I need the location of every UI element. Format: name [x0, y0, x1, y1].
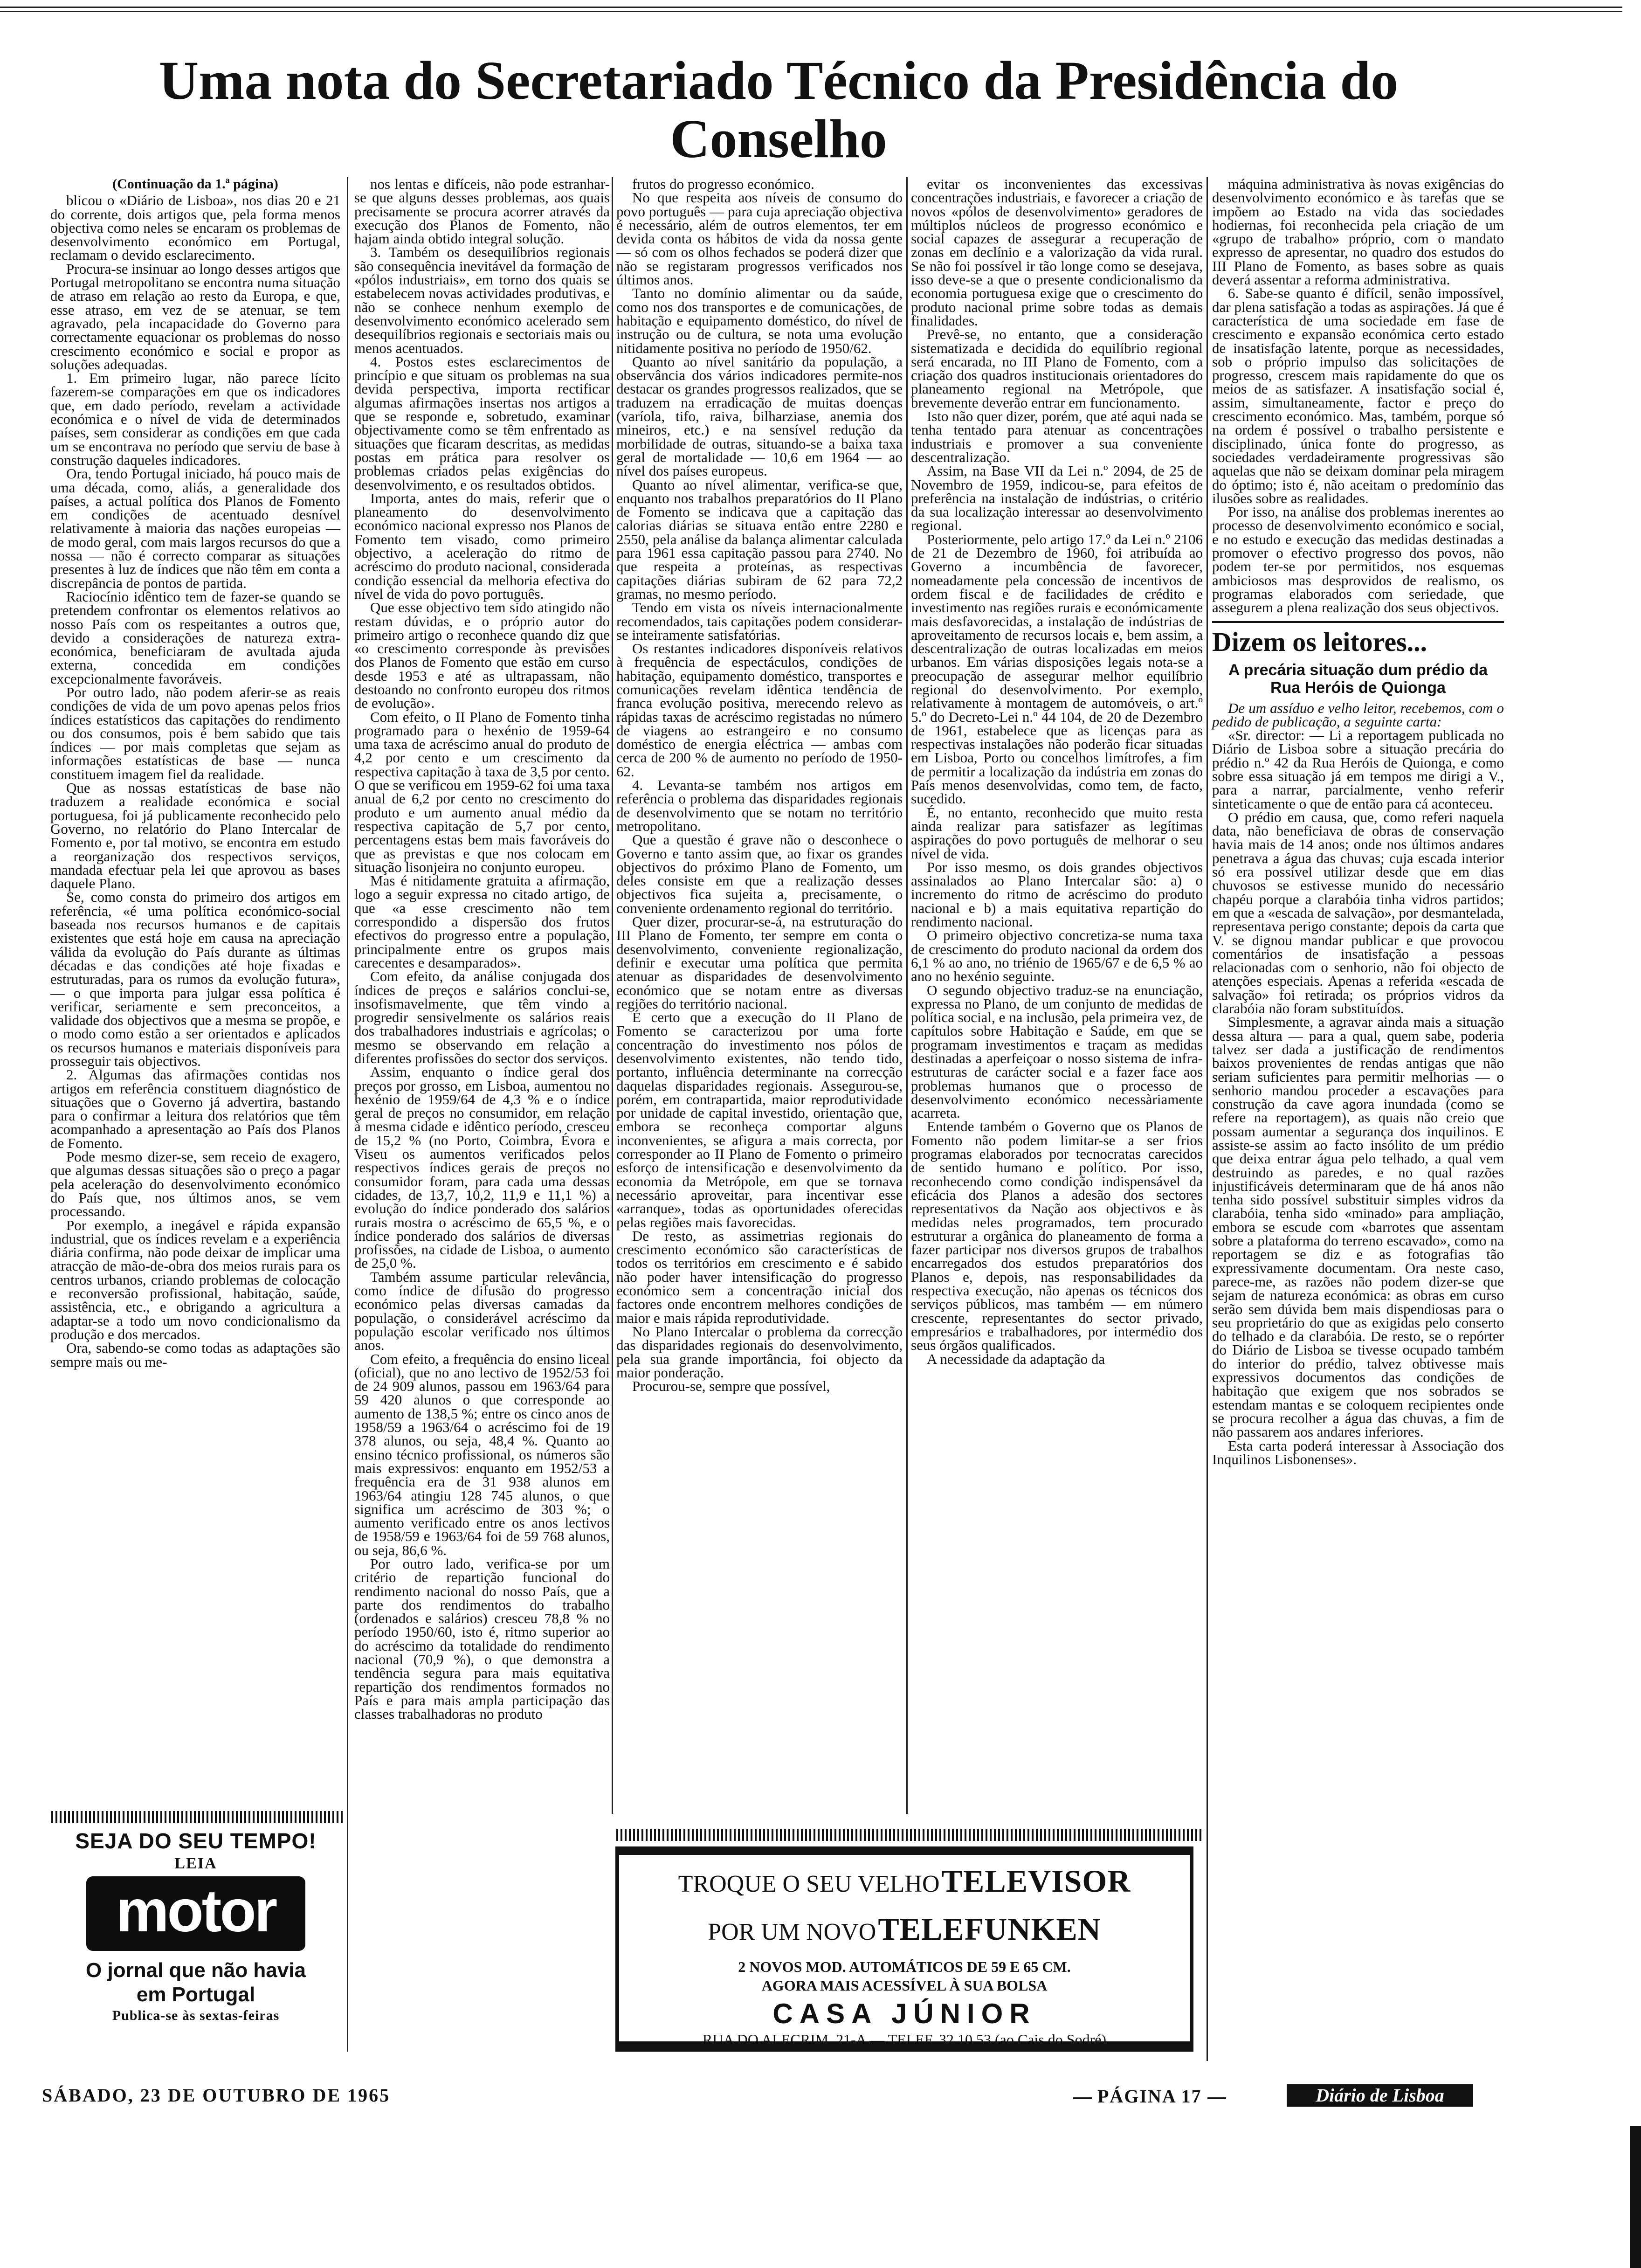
paragraph: Procura-se insinuar ao longo desses artigos que Portugal metropolitano se encontra numa situação de atraso em relação ao resto da Europa, e que, esse atraso, em vez de se atenuar, se tem agravado, pela incapacidade do Governo para correctamente equacionar os problemas do nosso crescimento económico e social e propor as soluções adequadas.	[50, 260, 340, 373]
paragraph: 1. Em primeiro lugar, não parece lícito fazerem-se comparações em que os indicadores que, em dado período, revelam a actividade económica e o nível de vida de determinados países, sem considerar as condições em que cada um se encontrava no período que serviu de base à construção daqueles indicadores.	[50, 370, 340, 468]
paragraph: frutos do progresso económico.	[632, 176, 814, 192]
ad-brand-text: TELEFUNKEN	[878, 1911, 1101, 1947]
paragraph: Ora, tendo Portugal iniciado, há pouco mais de uma década, como, aliás, a generalidade dos países, a actual política dos Planos de Fomento em condições de acentuado desnível relativamente à maioria das nações europeias — de modo geral, com mais largos recursos do que a nossa — não é correcto comparar as situações presentes à luz de índices que não têm em conta a discrepância de pontos de partida.	[50, 465, 340, 591]
ad-tagline: O jornal que não havia	[86, 1959, 306, 1982]
column-paragraphs	[616, 177, 903, 1393]
letter-intro: De um assíduo e velho leitor, recebemos, com o pedido de publicação, a seguinte carta:	[1212, 699, 1504, 730]
paragraph: Ora, sabendo-se como todas as adaptações são sempre mais ou me-	[50, 1340, 340, 1370]
ad-separator-rule	[616, 1829, 1201, 1841]
paragraph: blicou o «Diário de Lisboa», nos dias 20 e 21 do corrente, dois artigos que, pela forma menos objectiva como neles se encaram os problemas de desenvolvimento económico em Portugal, reclamam o devido esclarecimento.	[50, 192, 340, 263]
letter-paragraphs	[1212, 728, 1504, 1466]
column-divider	[1207, 177, 1208, 2061]
motor-advertisement	[47, 1828, 345, 2025]
paragraph: Entende também o Governo que os Planos de Fomento não podem limitar-se a ser frios programas elaborados por tecnocratas carecidos de sentido humano e político. Por isso, reconhecendo como condição indispensável da eficácia dos Planos a adesão dos sectores representativos da Nação aos objectivos e às medidas neles programados, tem procurado estruturar a orgânica do planeamento de forma a fazer participar nos diversos grupos de trabalhos encarregados dos estudos preparatórios dos Planos e, depois, nas responsabilidades da respectiva execução, não apenas os técnicos dos serviços públicos, mas também — em número crescente, representantes do sector privado, empresários e trabalhadores, por intermédio dos seus órgãos qualificados.	[911, 1118, 1203, 1354]
paragraph: 4. Levanta-se também nos artigos em referência o problema das disparidades regionais de desenvolvimento que se notam no território metropolitano.	[616, 777, 903, 834]
ad-price: AGORA MAIS ACESSÍVEL À SUA BOLSA	[761, 1977, 1048, 1994]
letters-title-text: Dizem os leitores...	[1212, 626, 1427, 657]
paragraph: Por isso, na análise dos problemas inerentes ao processo de desenvolvimento económico e social, e no estudo e execução das medidas destinadas a promover o efectivo progresso dos povos, não podem ter-se por permitidos, nos esquemas ambiciosos mas desprovidos de realismo, os programas elaborados com seriedade, que assegurem a plena realização dos seus objectivos.	[1212, 504, 1504, 616]
column-divider	[612, 177, 613, 1814]
paragraph: Por outro lado, não podem aferir-se as reais condições de vida de um povo apenas pelos frios índices estatísticos das capitações do rendimento ou dos consumos, pois é bem sabido que tais índices — por mais completas que sejam as informações estatísticas de base — nunca constituem imagem fiel da realidade.	[50, 684, 340, 782]
paragraph: Quanto ao nível sanitário da população, a observância dos vários indicadores permite-nos destacar os grandes progressos realizados, que se traduzem na erradicação de muitas doenças (varíola, tifo, raiva, bilharziase, anemia dos mineiros, etc.) e na sensível redução da morbilidade de outras, situando-se a baixa taxa geral de mortalidade — 10,6 em 1964 — ao nível dos países europeus.	[616, 353, 903, 479]
paragraph: máquina administrativa às novas exigências do desenvolvimento económico e às tarefas que se impõem ao Estado na vida das sociedades hodiernas, foi reconhecida pela criação de um «grupo de trabalho» próprio, com o mandato expresso de apresentar, no quadro dos estudos do III Plano de Fomento, as bases sobre as quais deverá assentar a reforma administrativa.	[1212, 176, 1504, 288]
paragraph: «Sr. director: — Li a reportagem publicada no Diário de Lisboa sobre a situação precária do prédio n.º 42 da Rua Heróis de Quionga, e como sobre essa situação já em tempos me dirigi a V., para a narrar, parcialmente, venho referir sinteticamente o que de então para cá aconteceu.	[1212, 727, 1504, 812]
newspaper-logo: Diário de Lisboa	[1287, 2084, 1473, 2107]
paragraph: evitar os inconvenientes das excessivas concentrações industriais, e favorecer a criação de novos «pólos de desenvolvimento» geradores de múltiplos núcleos de progresso económico e social capazes de assegurar a recuperação de zonas em declínio e a valorização da vida rural. Se não foi possível ir tão longe como se desejava, isso deve-se a que o presente condicionalismo da economia portuguesa exige que o crescimento do produto nacional prime sobre todas as demais finalidades.	[911, 176, 1203, 329]
ad-tagline: em Portugal	[136, 1983, 255, 2006]
paragraph: Tendo em vista os níveis internacionalmente recomendados, tais capitações podem considerar-se inteiramente satisfatórias.	[616, 599, 903, 643]
page-headline	[47, 51, 1510, 173]
paragraph: 4. Postos estes esclarecimentos de princípio e que situam os problemas na sua devida perspectiva, importa rectificar algumas afirmações insertas nos artigos a que se responde e, sobretudo, examinar objectivamente como se têm enfrentado as situações que ficaram descritas, as medidas postas em prática para resolver os problemas criados pelas exigências do desenvolvimento, e os resultados obtidos.	[354, 353, 610, 493]
ad-store-name: CASA JÚNIOR	[772, 1998, 1036, 2029]
article-column-2	[354, 177, 610, 1721]
ad-headline-line-1	[619, 1861, 1190, 1909]
paragraph: Posteriormente, pelo artigo 17.º da Lei n.º 2106 de 21 de Dezembro de 1960, foi atribuída ao Governo a incumbência de favorecer, nomeadamente pela concessão de incentivos de ordem fiscal e de facilidades de crédito e investimento nas regiões rurais e económicamente mais desfavorecidas, a instalação de indústrias de aproveitamento de recursos locais e, bem assim, a descentralização de outras localizadas em meios urbanos. Em várias disposições legais nota-se a preocupação de assegurar melhor equilíbrio regional do desenvolvimento. Por exemplo, relativamente à montagem de automóveis, o art.º 5.º do Decreto-Lei n.º 44 104, de 20 de Dezembro de 1961, estabelece que as licenças para as respectivas instalações não poderão ficar situadas em Lisboa, Porto ou concelhos limítrofes, a fim de permitir a localização da indústria em zonas do País menos desenvolvidas, como tem, de facto, sucedido.	[911, 531, 1203, 807]
ad-address: RUA DO ALECRIM, 21-A — TELEF. 32 10 53 (ao Cais do Sodré)	[702, 2031, 1107, 2048]
paragraph: Que esse objectivo tem sido atingido não restam dúvidas, e o próprio autor do primeiro artigo o reconhece quando diz que «o crescimento corresponde às previsões dos Planos de Fomento que estão em curso desde 1953 e até as ultrapassam, não destoando no confronto europeu dos ritmos de evolução».	[354, 599, 610, 712]
article-column-4	[911, 177, 1203, 1366]
paragraph: Tanto no domínio alimentar ou da saúde, como nos dos transportes e de comunicações, de habitação e equipamento doméstico, do nível de instrução ou de cultura, se nota uma evolução nitidamente positiva no período de 1950/62.	[616, 285, 903, 356]
paragraph: No que respeita aos níveis de consumo do povo português — para cuja apreciação objectiva é necessário, além de outros elementos, ter em devida conta os hábitos de vida da nossa gente — só com os olhos fechados se poderá dizer que não se registaram progressos verificados nos últimos anos.	[616, 189, 903, 288]
paragraph: Assim, na Base VII da Lei n.º 2094, de 25 de Novembro de 1959, indicou-se, para efeitos de preferência na instalação de indústrias, o critério da sua localização interessar ao desenvolvimento regional.	[911, 463, 1203, 534]
page-number-text: PÁGINA 17	[1097, 2086, 1202, 2107]
paragraph: 2. Algumas das afirmações contidas nos artigos em referência constituem diagnóstico de situações que o Governo já advertira, bastando para o confirmar a leitura dos relatórios que têm acompanhado a apresentação ao País dos Planos de Fomento.	[50, 1066, 340, 1151]
paragraph: Importa, antes do mais, referir que o planeamento do desenvolvimento económico nacional expresso nos Planos de Fomento tem visado, como primeiro objectivo, a aceleração do ritmo de acréscimo do produto nacional, considerada condição essencial da melhoria efectiva do nível de vida do povo português.	[354, 490, 610, 602]
paragraph: Com efeito, a frequência do ensino liceal (oficial), que no ano lectivo de 1952/53 foi de 24 909 alunos, passou em 1963/64 para 59 420 alunos o que corresponde ao aumento de 138,5 %; entre os cinco anos de 1958/59 a 1963/64 o acréscimo foi de 19 378 alunos, ou seja, 48,4 %. Quanto ao ensino técnico profissional, os números são mais expressivos: enquanto em 1952/53 a frequência era de 31 938 alunos em 1963/64 atingiu 128 745 alunos, o que significa um acréscimo de 303 %; o aumento verificado entre os anos lectivos de 1958/59 e 1963/64 foi de 59 768 alunos, ou seja, 86,6 %.	[354, 1350, 610, 1558]
paragraph: Com efeito, da análise conjugada dos índices de preços e salários conclui-se, insofismavelmente, que têm vindo a progredir sensivelmente os salários reais dos trabalhadores industriais e agrícolas; o mesmo se observando em relação a diferentes profissões do sector dos serviços.	[354, 968, 610, 1066]
paragraph: Quanto ao nível alimentar, verifica-se que, enquanto nos trabalhos preparatórios do II Plano de Fomento se indicava que a capitação das calorias diárias se situava então entre 2280 e 2550, pela análise da balança alimentar calculada para 1961 essa capitação passou para 2740. No que respeita a proteínas, as respectivas capitações diárias subiram de 62 para 72,2 gramas, no mesmo período.	[616, 476, 903, 602]
ad-text: TROQUE O SEU VELHO	[678, 1871, 940, 1897]
paragraph: Quer dizer, procurar-se-á, na estruturação do III Plano de Fomento, ter sempre em conta o desenvolvimento, conveniente regionalização, definir e executar uma política que permita atenuar as disparidades de desenvolvimento económico que se notam entre as diversas regiões do território nacional.	[616, 913, 903, 1012]
ad-leia: LEIA	[174, 1855, 217, 1872]
ad-schedule: Publica-se às sextas-feiras	[112, 2008, 280, 2023]
paragraph: Pode mesmo dizer-se, sem receio de exagero, que algumas dessas situações são o preço a pagar pela aceleração do desenvolvimento económico do País que, nos últimos anos, se vem processando.	[50, 1148, 340, 1220]
top-rule	[0, 11, 1622, 12]
ad-brand-text: TELEVISOR	[941, 1863, 1131, 1899]
paragraph: O prédio em causa, que, como referi naquela data, não beneficiava de obras de conservação havia mais de 14 anos; onde nos últimos andares penetrava a água das chuvas; cuja escada interior só era possível utilizar desde que em dias chuvosos se estivesse munido do necessário chapéu porque a clarabóia tinha vidros partidos; em que a «escada de salvação», por desmantelada, representava perigo constante; depois da carta que V. se dignou mandar publicar e que provocou comentários de insatisfação a pessoas relacionadas com o senhorio, não foi objecto de atenções especiais. Apenas a referida «escada de salvação» foi retirada; os próprios vidros da clarabóia não foram substituídos.	[1212, 809, 1504, 1017]
column-paragraphs	[1212, 177, 1504, 615]
ad-models: 2 NOVOS MOD. AUTOMÁTICOS DE 59 E 65 CM.	[738, 1958, 1071, 1975]
headline-text: Uma nota do Secretariado Técnico da Presidência do Conselho	[159, 50, 1399, 169]
paragraph: Assim, enquanto o índice geral dos preços por grosso, em Lisboa, aumentou no hexénio de 1959/64 de 4,3 % e o índice geral de preços no consumidor, em relação à mesma cidade e idêntico período, cresceu de 15,2 % (no Porto, Coimbra, Évora e Viseu os aumentos verificados pelos respectivos índices gerais de preços no consumidor foram, para cada uma dessas cidades, de 13,7, 10,2, 11,9 e 11,1 %) a evolução do índice ponderado dos salários rurais mostra o acréscimo de 65,5 %, e o índice ponderado dos salários de diversas profissões, na cidade de Lisboa, o aumento de 25,0 %.	[354, 1064, 610, 1272]
paragraph: É certo que a execução do II Plano de Fomento se caracterizou por uma forte concentração do investimento nos pólos de desenvolvimento existentes, não tendo tido, portanto, influência determinante na correcção daquelas disparidades regionais. Assegurou-se, porém, em contrapartida, maior reprodutividade por unidade de capital investido, orientação que, embora se reconheça comportar alguns inconvenientes, se afigura a mais correcta, por corresponder ao II Plano de Fomento o primeiro esforço de intensificação e desenvolvimento da economia da Metrópole, em que se tornava necessário aproveitar, para incentivar esse «arranque», todas as oportunidades oferecidas pelas regiões mais favorecidas.	[616, 1009, 903, 1231]
paragraph: O segundo objectivo traduz-se na enunciação, expressa no Plano, de um conjunto de medidas de política social, e na inclusão, pela primeira vez, de capítulos sobre Habitação e Saúde, em que se programam investimentos e traçam as medidas destinadas a aperfeiçoar o nosso sistema de infra-estruturas de carácter social e a fazer face aos problemas humanos que o processo de desenvolvimento económico necessàriamente acarreta.	[911, 982, 1203, 1121]
column-paragraphs	[911, 177, 1203, 1366]
paragraph: Prevê-se, no entanto, que a consideração sistematizada e decidida do equilíbrio regional será encarada, no III Plano de Fomento, com a criação dos quadros institucionais orientadores do planeamento regional na Metrópole, que brevemente deverão entrar em funcionamento.	[911, 326, 1203, 411]
column-paragraphs	[354, 177, 610, 1721]
paragraph: 6. Sabe-se quanto é difícil, senão impossível, dar plena satisfação a todas as aspirações. Já que é característica de uma sociedade em fase de crescimento e expansão económica certo estado de insatisfação latente, porque as necessidades, sob o próprio impulso das solicitações de progresso, crescem mais rapidamente do que os meios de as satisfazer. A insatisfação social é, assim, simultaneamente, factor e preço do crescimento económico. Mas, também, porque só na ordem é possível o trabalho persistente e disciplinado, única fonte do progresso, as sociedades verdadeiramente progressivas são aquelas que não se deixam dominar pela miragem do óptimo; isto é, não aceitam o predomínio das ilusões sobre as realidades.	[1212, 285, 1504, 506]
paragraph: Que as nossas estatísticas de base não traduzem a realidade económica e social portuguesa, foi já publicamente reconhecido pelo Governo, no relatório do Plano Intercalar de Fomento e, por tal motivo, se encontra em estudo a reorganização dos respectivos serviços, mandada efectuar pela lei que aprovou as bases daquele Plano.	[50, 780, 340, 892]
letters-section-title	[1212, 621, 1504, 657]
telefunken-advertisement	[615, 1846, 1193, 2052]
ad-separator-rule	[51, 1811, 343, 1823]
paragraph: Por exemplo, a inegável e rápida expansão industrial, que os índices revelam e a experiência diária confirma, não pode deixar de implicar uma atracção de mão-de-obra dos meios rurais para os centros urbanos, criando problemas de colocação e reconversão profissional, habitação, saúde, assistência, etc., e obrigando a agricultura a adaptar-se a todo um novo condicionalismo da produção e dos mercados.	[50, 1217, 340, 1342]
paragraph: A necessidade da adaptação da	[927, 1350, 1105, 1367]
paragraph: É, no entanto, reconhecido que muito resta ainda realizar para satisfazer as legítimas aspirações do povo português de melhorar o seu nível de vida.	[911, 804, 1203, 862]
scan-edge-bar	[1630, 2126, 1641, 2268]
paragraph: Que a questão é grave não o desconhece o Governo e tanto assim que, ao fixar os grandes objectivos do próximo Plano de Fomento, um deles consiste em que a realização desses objectivos fica sujeita a, precisamente, o conveniente ordenamento regional do território.	[616, 831, 903, 916]
paragraph: Também assume particular relevância, como índice de difusão do progresso económico pelas diversas camadas da população, o considerável acréscimo da população escolar verificado nos últimos anos.	[354, 1268, 610, 1354]
motor-logo: motor	[86, 1876, 305, 1951]
column-paragraphs	[50, 194, 340, 1369]
paragraph: Isto não quer dizer, porém, que até aqui nada se tenha tentado para atenuar as concentrações industriais e promover a sua conveniente descentralização.	[911, 408, 1203, 465]
paragraph: Com efeito, o II Plano de Fomento tinha programado para o hexénio de 1959-64 uma taxa de acréscimo anual do produto de 4,2 por cento e um crescimento da respectiva capitação à taxa de 3,5 por cento. O que se verificou em 1959-62 foi uma taxa anual de 6,2 por cento no crescimento do produto e um aumento anual médio da respectiva capitação de 5,7 por cento, percentagens estas bem mais favoráveis do que as previstas e que nos colocam em situação lisonjeira no conjunto europeu.	[354, 708, 610, 875]
footer-page-number	[1068, 2085, 1232, 2107]
letter-subtitle: A precária situação dum prédio da Rua Heróis de Quionga	[1228, 661, 1488, 697]
ad-slogan: SEJA DO SEU TEMPO!	[75, 1829, 317, 1853]
ad-headline-line-2	[619, 1909, 1190, 1957]
paragraph: Raciocínio idêntico tem de fazer-se quando se pretendem confrontar os elementos relativos ao nosso País com os respeitantes a outros que, devido a considerações de natureza extra-económica, beneficiaram de avultada ajuda externa, concedida em condições excepcionalmente favoráveis.	[50, 588, 340, 687]
paragraph: Se, como consta do primeiro dos artigos em referência, «é uma política económico-social baseada nos recursos humanos e de capitais existentes que está hoje em causa na apreciação válida da evolução do País durante as últimas décadas e das condições até hoje fixadas e estruturadas, para os rumos da evolução futura», — o que importa para julgar essa política é verificar, seriamente e sem preconceitos, a validade dos objectivos que a mesma se propõe, e o modo como estão a ser orientados e aplicados os recursos humanos e materiais disponíveis para prosseguir tais objectivos.	[50, 889, 340, 1069]
paragraph: Por outro lado, verifica-se por um critério de repartição funcional do rendimento nacional do nosso País, que a parte dos rendimentos do trabalho (ordenados e salários) cresceu 78,8 % no período 1950/60, isto é, ritmo superior ao do acréscimo da totalidade do rendimento nacional (70,9 %), o que demonstra a tendência segura para mais equitativa repartição dos rendimentos formados no País e para mais ampla participação das classes trabalhadoras no produto	[354, 1555, 610, 1722]
top-rule	[0, 7, 1622, 8]
article-column-3	[616, 177, 903, 1393]
article-column-1	[50, 177, 340, 1369]
footer-date: SÁBADO, 23 DE OUTUBRO DE 1965	[42, 2085, 391, 2106]
paragraph: O primeiro objectivo concretiza-se numa taxa de crescimento do produto nacional da ordem dos 6,1 % ao ano, no triénio de 1965/67 e de 6,5 % ao ano no hexénio seguinte.	[911, 927, 1203, 985]
paragraph: Os restantes indicadores disponíveis relativos à frequência de espectáculos, condições de habitação, equipamento doméstico, transportes e comunicações revelam idêntica tendência de franca evolução positiva, merecendo relevo as rápidas taxas de acréscimo registadas no número de viagens ao estrangeiro e no consumo doméstico de energia eléctrica — ambas com cerca de 200 % de aumento no período de 1950-62.	[616, 640, 903, 780]
paragraph: Esta carta poderá interessar à Associação dos Inquilinos Lisbonenses».	[1212, 1437, 1504, 1467]
paragraph: nos lentas e difíceis, não pode estranhar-se que alguns desses problemas, aos quais precisamente se procura acorrer através da execução dos Planos de Fomento, não hajam ainda obtido integral solução.	[354, 176, 610, 247]
paragraph: Procurou-se, sempre que possível,	[632, 1378, 830, 1395]
column-divider	[906, 177, 908, 1814]
article-column-5	[1212, 177, 1504, 1466]
paragraph: No Plano Intercalar o problema da correcção das disparidades regionais do desenvolvimento, pela sua grande importância, foi objecto da maior ponderação.	[616, 1323, 903, 1381]
paragraph: 3. Também os desequilíbrios regionais são consequência inevitável da formação de «pólos industriais», em torno dos quais se estabelecem novas actividades produtivas, e não se conhece nenhum exemplo de desenvolvimento económico acelerado sem desequilíbrios regionais e sectoriais mais ou menos acentuados.	[354, 244, 610, 356]
paragraph: Simplesmente, a agravar ainda mais a situação dessa altura — para a qual, quem sabe, poderia talvez ser dada a justificação de rendimentos baixos provenientes de rendas antigas que não seriam suficientes para permitir melhorias — o senhorio mandou proceder a escavações para construção da cave agora inundada (como se refere na reportagem), as quais não creio que possam aumentar a segurança dos inquilinos. E assiste-se assim ao facto insólito de um prédio que deixa entrar água pelo telhado, a qual vem destruindo as paredes, e no qual razões injustificáveis determinaram que de há anos não tenha sido possível substituir simples vidros da clarabóia, tenha sido «minado» para ampliação, embora se escude com «barrotes que assentam sobre a plataforma do terreno escavado», como na reportagem se diz e as fotografias tão expressivamente documentam. Ora neste caso, parece-me, as razões não podem dizer-se que sejam de natureza económica: as obras em curso serão sem dúvida bem mais dispendiosas para o seu proprietário do que as exigidas pelo conserto do telhado e da clarabóia. De resto, se o repórter do Diário de Lisboa se tivesse ocupado também do interior do prédio, talvez obtivesse mais expressivos documentos das condições de habitação que exigem que nos sobrados se estendam mantas e se coloquem recipientes onde se procura recolher a água das chuvas, a fim de não passarem aos andares inferiores.	[1212, 1014, 1504, 1440]
paragraph: De resto, as assimetrias regionais do crescimento económico são características de todos os territórios em crescimento e é sabido não poder haver intensificação do progresso económico sem a concentração inicial dos factores onde encontrem melhores condições de maior e mais rápida reprodutividade.	[616, 1227, 903, 1326]
paragraph: Mas é nitidamente gratuita a afirmação, logo a seguir expressa no citado artigo, de que «a esse crescimento não tem correspondido a dispersão dos frutos efectivos do progresso entre a população, principalmente entre os grupos mais carecentes e desamparados».	[354, 872, 610, 971]
ad-text: POR UM NOVO	[708, 1919, 876, 1945]
paragraph: Por isso mesmo, os dois grandes objectivos assinalados ao Plano Intercalar são: a) o incremento do ritmo de acréscimo do produto nacional e b) a mais equitativa repartição do rendimento nacional.	[911, 858, 1203, 930]
continuation-note: (Continuação da 1.ª página)	[112, 176, 278, 192]
column-divider	[347, 177, 348, 2052]
